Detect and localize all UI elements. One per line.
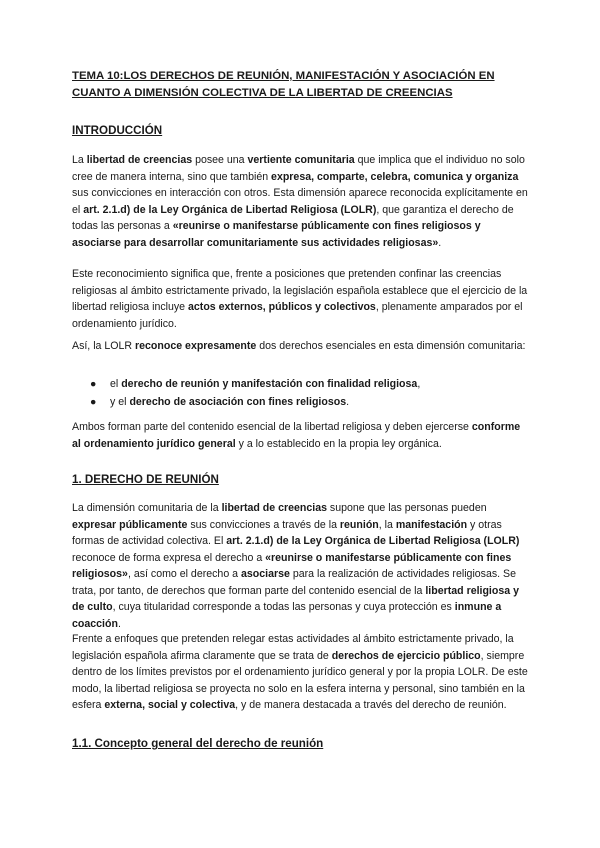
subsection-heading-concepto: 1.1. Concepto general del derecho de reunión <box>72 737 324 750</box>
bullet-icon: ● <box>90 378 97 390</box>
paragraph-intro-4: Ambos forman parte del contenido esencial de la libertad religiosa y deben ejercerse conforme al ordenamiento jurídico general y a lo establecido en la propia ley orgánica. <box>72 421 521 450</box>
paragraph-reunion-1: La dimensión comunitaria de la libertad de creencias supone que las personas pueden expresar públicamente sus convicciones a través de la reunión, la manifestación y otras formas de actividad colectiva. El art. 2.1.d) de la Ley Orgánica de Libertad Religiosa (LOLR) reconoce de forma expresa el derecho a «reunirse o manifestarse públicamente con fines religiosos», así como el derecho a asociarse para la realización de actividades religiosas. Se trata, por tanto, de derechos que forman parte del contenido esencial de la libertad religiosa y de culto, cuya titularidad corresponde a todas las personas y cuya protección es inmune a coacción. <box>72 502 520 630</box>
title-line-2: CUANTO A DIMENSIÓN COLECTIVA DE LA LIBERTAD DE CREENCIAS <box>72 87 453 99</box>
paragraph-intro-2: Este reconocimiento significa que, frente a posiciones que pretenden confinar las creencias religiosas al ámbito estrictamente privado, la legislación española establece que el ejercicio de la libertad religiosa incluye actos externos, públicos y colectivos, plenamente amparados por el ordenamiento jurídico. <box>72 268 528 330</box>
paragraph-reunion-2: Frente a enfoques que pretenden relegar estas actividades al ámbito estrictamente privado, la legislación española afirma claramente que se trata de derechos de ejercicio público, siempre dentro de los límites previstos por el ordenamiento jurídico general y por la propia LOLR. De este modo, la libertad religiosa se proyecta no solo en la esfera interna y personal, sino también en la esfera externa, social y colectiva, y de manera destacada a través del derecho de reunión. <box>72 633 528 711</box>
section-heading-introduccion: INTRODUCCIÓN <box>72 124 163 137</box>
bullet-icon: ● <box>90 396 97 408</box>
paragraph-intro-3: Así, la LOLR reconoce expresamente dos derechos esenciales en esta dimensión comunitaria: <box>72 340 526 352</box>
paragraph-intro-1: La libertad de creencias posee una vertiente comunitaria que implica que el individuo no solo cree de manera interna, sino que también expresa, comparte, celebra, comunica y organiza sus convicciones en interacción con otros. Esta dimensión aparece reconocida explícitamente en el art. 2.1.d) de la Ley Orgánica de Libertad Religiosa (LOLR), que garantiza el derecho de todas las personas a «reunirse o manifestarse públicamente con fines religiosos y asociarse para desarrollar comunitariamente sus actividades religiosas». <box>72 154 528 249</box>
title-line-1: TEMA 10:LOS DERECHOS DE REUNIÓN, MANIFESTACIÓN Y ASOCIACIÓN EN <box>72 70 495 82</box>
list-item: ● y el derecho de asociación con fines religiosos. <box>72 393 420 411</box>
document-title <box>72 68 530 102</box>
list-item: ● el derecho de reunión y manifestación con finalidad religiosa, <box>72 375 420 393</box>
section-heading-derecho-reunion: 1. DERECHO DE REUNIÓN <box>72 473 219 486</box>
rights-list <box>72 375 420 411</box>
